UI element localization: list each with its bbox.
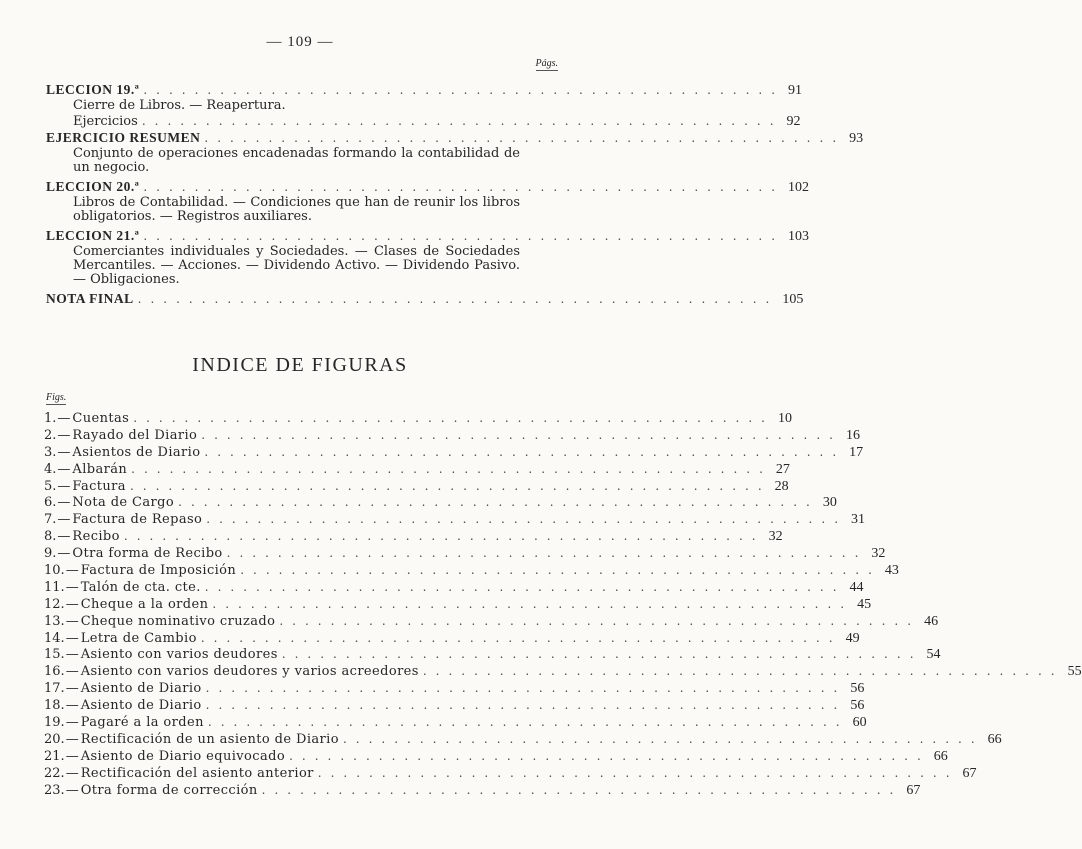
dot-leader: .................................................. [240,563,881,578]
figure-number: 18. [44,698,65,714]
figures-list [44,410,1082,798]
figure-dash: — [57,461,71,477]
toc-entry-title: EJERCICIO RESUMEN [46,130,201,145]
figure-label: Nota de Cargo [72,495,175,511]
dot-leader: .................................................. [207,715,849,730]
toc-entry-title: LECCION 20.ª [46,179,140,194]
figure-page: 56 [850,681,865,697]
figure-dash: — [57,478,71,494]
figure-entry [44,410,792,427]
toc-entry-page: 102 [788,180,810,195]
figure-number: 9. [44,546,57,562]
dot-leader: .................................................. [131,461,772,476]
figure-page: 43 [884,563,899,579]
figure-label: Rectificación del asiento anterior [80,765,314,781]
dot-leader: .................................................. [281,647,923,662]
dot-leader: .................................................. [143,229,785,243]
figure-number: 17. [44,681,65,697]
figure-label: Cheque nominativo cruzado [80,613,276,629]
dot-leader: .................................................. [143,83,785,97]
figure-entry [44,545,886,562]
dot-leader: .................................................. [129,478,771,493]
toc-entry-description: Libros de Contabilidad. — Condiciones que han de reunir los libros obligatorios. — Registros auxiliares. [73,195,520,224]
figure-label: Factura de Imposición [80,563,237,579]
figure-label: Asiento de Diario equivocado [80,748,286,764]
figure-page: 67 [906,782,921,798]
figure-page: 56 [850,698,865,714]
dot-leader: .................................................. [422,664,1064,679]
toc-subentry-label: Ejercicios [73,114,138,129]
figure-dash: — [57,512,71,528]
figure-entry [44,613,939,630]
figure-label: Asientos de Diario [72,444,201,460]
figure-label: Asiento de Diario [80,698,202,714]
figure-dash: — [57,427,71,443]
toc-entry-description: Conjunto de operaciones encadenadas formando la contabilidad de un negocio. [73,146,520,175]
figures-column-label: Figs. [46,392,67,403]
dot-leader: .................................................. [133,411,774,425]
figure-entry [44,714,867,731]
figure-number: 7. [44,512,57,528]
figure-page: 27 [775,461,790,477]
figure-entry [44,697,865,714]
figure-number: 2. [44,427,57,443]
figure-page: 49 [845,630,860,646]
figure-number: 3. [44,444,57,460]
page-number: — 109 — [266,34,334,50]
figure-page: 46 [924,613,939,629]
toc-subentry [46,113,801,130]
figure-label: Otra forma de Recibo [72,546,223,562]
figure-number: 22. [44,765,65,781]
figure-number: 10. [44,563,65,579]
figure-entry [44,494,837,511]
figure-label: Cheque a la orden [80,596,209,612]
dot-leader: .................................................. [261,782,903,797]
figure-page: 10 [777,411,792,426]
dot-leader: .................................................. [205,681,847,696]
figure-dash: — [65,782,79,798]
toc-entry-page: 91 [788,83,803,98]
figure-entry [44,663,1082,680]
toc-entry-description: Comerciantes individuales y Sociedades. — Clases de Sociedades Mercantiles. — Acciones. — Dividendo Activo. — Dividendo Pasivo. — Obligaciones. [73,244,520,287]
figure-entry [44,444,864,461]
figure-dash: — [57,444,71,460]
figure-label: Asiento con varios deudores [80,647,278,663]
figure-number: 23. [44,782,65,798]
figure-entry [44,782,921,799]
figure-page: 66 [933,748,948,764]
figure-label: Recibo [72,529,120,545]
figure-page: 32 [768,529,783,545]
figure-dash: — [65,681,79,697]
toc-entry [46,130,864,147]
figure-dash: — [65,698,79,714]
figure-page: 60 [852,715,867,731]
figure-entry [44,748,948,765]
dot-leader: .................................................. [205,698,847,713]
figure-page: 28 [774,478,789,494]
figure-dash: — [65,579,79,595]
figure-number: 12. [44,596,65,612]
figure-dash: — [57,411,71,426]
figure-entry [44,511,866,528]
toc-entry-title: LECCION 19.ª [46,82,140,97]
figure-dash: — [57,495,71,511]
dot-leader: .................................................. [201,427,842,442]
dot-leader: .................................................. [123,529,765,544]
figure-page: 16 [846,427,860,443]
dot-leader: .................................................. [141,114,783,128]
figure-label: Cuentas [72,411,130,426]
figure-page: 44 [849,579,864,595]
figure-number: 21. [44,748,65,764]
figure-entry [44,461,790,478]
figure-entry [44,765,977,782]
dot-leader: .................................................. [289,748,930,763]
figure-dash: — [65,731,79,747]
figure-label: Letra de Cambio [80,630,197,646]
figure-dash: — [65,613,79,629]
dot-leader: .................................................. [212,596,854,611]
figure-page: 67 [962,765,977,781]
toc-entry-page: 103 [788,229,810,244]
figure-entry [44,528,783,545]
figure-number: 5. [44,478,57,494]
dot-leader: .................................................. [178,495,819,510]
figure-label: Albarán [72,461,128,477]
figure-number: 11. [44,579,65,595]
figure-label: Factura de Repaso [72,512,203,528]
figure-label: Rayado del Diario [72,427,198,443]
dot-leader: .................................................. [143,180,785,194]
toc-entry [46,179,810,196]
figure-number: 19. [44,715,65,731]
toc-entry-description: Cierre de Libros. — Reapertura. [73,98,286,113]
figure-page: 32 [871,546,886,562]
dot-leader: .................................................. [204,579,846,594]
toc-entry [46,291,804,308]
figure-entry [44,478,789,495]
figure-dash: — [57,546,71,562]
figure-page: 17 [849,444,864,460]
figure-entry [44,427,860,444]
figure-page: 66 [987,731,1002,747]
table-of-contents [46,82,864,308]
pages-column-label: Págs. [535,58,558,69]
figure-label: Pagaré a la orden [80,715,204,731]
figure-label: Asiento con varios deudores y varios acreedores [80,664,419,680]
figure-label: Factura [72,478,126,494]
toc-entry [46,228,810,245]
dot-leader: .................................................. [204,444,846,459]
figure-entry [44,630,860,647]
dot-leader: .................................................. [342,731,984,746]
figure-number: 6. [44,495,57,511]
figure-number: 8. [44,529,57,545]
figure-dash: — [65,647,79,663]
figure-number: 20. [44,731,65,747]
figure-number: 1. [44,411,57,426]
figure-dash: — [65,715,79,731]
figure-entry [44,731,1002,748]
figure-dash: — [65,765,79,781]
figure-dash: — [65,563,79,579]
toc-entry-title: LECCION 21.ª [46,228,140,243]
figure-page: 55 [1067,664,1082,680]
figure-number: 13. [44,613,65,629]
figure-dash: — [65,748,79,764]
figure-page: 31 [851,512,866,528]
figure-dash: — [57,529,71,545]
figure-dash: — [65,596,79,612]
toc-entry-title: NOTA FINAL [46,291,134,306]
figures-index-title: INDICE DE FIGURAS [192,354,408,376]
figure-page: 30 [822,495,837,511]
dot-leader: .................................................. [204,131,846,145]
dot-leader: .................................................. [279,613,921,628]
figure-page: 45 [857,596,872,612]
figure-label: Otra forma de corrección [80,782,258,798]
figure-entry [44,646,941,663]
figure-entry [44,579,864,596]
figure-dash: — [65,630,79,646]
figure-label: Talón de cta. cte. [80,579,201,595]
toc-entry-page: 105 [782,292,804,307]
dot-leader: .................................................. [226,546,868,561]
figure-dash: — [65,664,79,680]
dot-leader: .................................................. [206,512,848,527]
figure-label: Asiento de Diario [80,681,202,697]
figure-number: 4. [44,461,57,477]
dot-leader: .................................................. [200,630,842,645]
figure-number: 16. [44,664,65,680]
dot-leader: .................................................. [317,765,959,780]
toc-subentry-page: 92 [786,114,801,129]
toc-entry-page: 93 [849,131,864,146]
dot-leader: .................................................. [137,292,779,306]
figure-number: 15. [44,647,65,663]
figure-entry [44,562,899,579]
figure-entry [44,596,872,613]
toc-entry [46,82,803,99]
figure-label: Rectificación de un asiento de Diario [80,731,339,747]
figure-number: 14. [44,630,65,646]
figure-page: 54 [926,647,941,663]
figure-entry [44,680,865,697]
